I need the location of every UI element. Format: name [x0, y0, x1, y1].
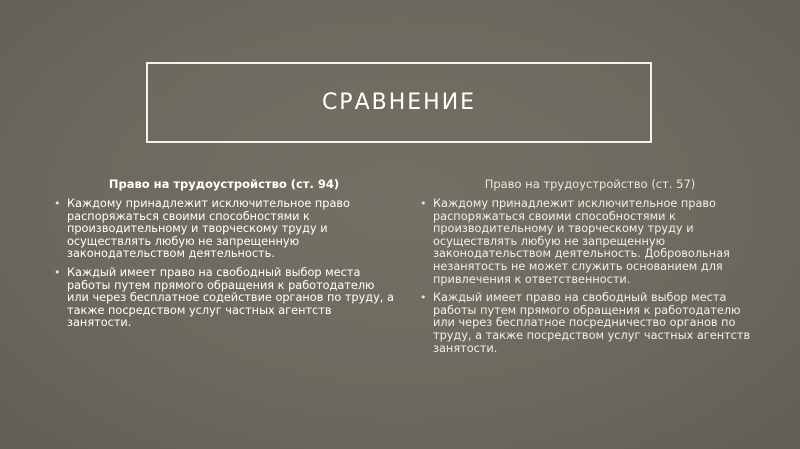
list-item-text: Каждый имеет право на свободный выбор места работы путем прямого обращения к работодателю или через бесплатное посредничество органов по труду, а также посредством услуг частных агентств занятости.	[433, 291, 751, 355]
right-column-list	[420, 198, 760, 355]
bullet-icon: •	[54, 265, 61, 279]
left-column-heading: Право на трудоустройство (ст. 94)	[108, 177, 340, 191]
list-item-text: Каждому принадлежит исключительное право распоряжаться своими способностями к производительному и творческому труду и осуществлять любую не запрещенную законодательством деятельность.	[67, 197, 350, 261]
bullet-icon: •	[420, 291, 427, 305]
list-item	[420, 198, 760, 286]
list-item-text: Каждому принадлежит исключительное право распоряжаться своими способностями к производительному и творческому труду и осуществлять любую не запрещенную законодательством деятельность. Добровольная незанятость не может служить основанием для привлечения к ответственности.	[433, 197, 730, 286]
left-column	[54, 173, 394, 336]
right-column	[420, 173, 760, 361]
title-box	[146, 62, 652, 143]
list-item	[420, 292, 760, 355]
list-item	[54, 267, 394, 330]
bullet-icon: •	[420, 197, 427, 210]
right-column-heading: Право на трудоустройство (ст. 57)	[484, 177, 696, 191]
list-item	[54, 198, 394, 261]
bullet-icon: •	[54, 197, 61, 210]
list-item-text: Каждый имеет право на свободный выбор места работы путем прямого обращения к работодателю или через бесплатное содействие органов по труду, а также посредством услуг частных агентств занятости.	[67, 265, 394, 330]
slide-title: СРАВНЕНИЕ	[321, 90, 477, 115]
left-column-list	[54, 198, 394, 330]
